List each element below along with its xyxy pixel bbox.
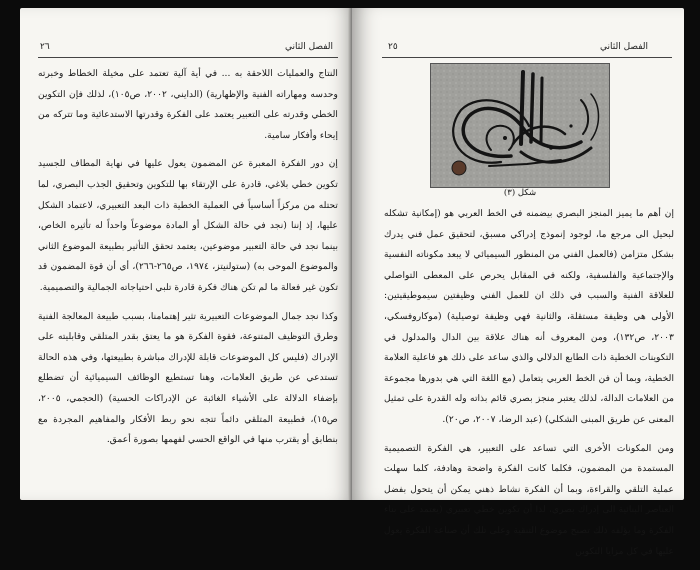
running-header bbox=[20, 42, 355, 56]
page-number: ٢٥ bbox=[388, 42, 398, 52]
paragraph: وكذا نجد جمال الموضوعات التعبيرية تثير إهتمامنا، بسبب طبيعة المعالجة الفنية وطرق التوظيف المتنوعة، فقوة الفكرة هو ما يعتق بقدر المتلقي وقابليته على الإدراك (فليس كل الموضوعات قابلة للإدراك مباشرة بطبيعتها، وفي هذه الحالة تستدعي عن طريق العلامات، وهنا تستطيع الوظائف السيميائية أن تضطلع بإضفاء الدلالة على الأشياء الغائبة عن الإدراكات الحسية) (الحجمي، ٢٠٠٥، ص١٥)، فطبيعة المتلقي دائماً تتجه نحو ربط الأفكار والمفاهيم المجردة مع بنطابق أو يقترب منها في الواقع الحسي لفهمها بصورة أعمق. bbox=[38, 310, 338, 446]
body-text bbox=[384, 204, 674, 570]
paragraph: إن أهم ما يميز المنجز البصري بيضمنه في الخط العربي هو (إمكانية تشكله لبحيل الى مرجع ما، لوجود إنموذج إدراكي مسبق، لتحقيق عمل فني يدرك بشكل متزامن (فالعمل الفني من المنظور السيميائي لا يبعد مكوناته النفسية والإجتماعية والفلسفية، ولكنه في المقابل يحرص على المعطى التواصلي للعلاقة الفنية والسبب في ذلك ان للعمل الفني وظيفتين سيموطيقيتين: الأولى هي وظيفة مستقلة، والثانية فهي وظيفة توصيلية) (موكاروفسكي، ٢٠٠٣، ص١٣٢)، ومن المعروف أنه هناك علاقة بين الدال والمدلول في التكوينات الخطية ذات الطابع الدلالي والذي ساعد على ذلك هو فاعلية العلامة الخطية، وبما أن فن الخط العربي يتعامل (مع اللغة التي هي بدورها مجموعة من العلامات الدالة، لذلك يعتبر منجز بصري قائم بذاته وله القدرة على تمثيل المعنى عن طريق المبنى الشكلي) (عبد الرضا، ٢٠٠٧، ص٢٠). bbox=[384, 208, 674, 425]
figure-caption: شكل (٣) bbox=[503, 188, 537, 198]
chapter-title: الفصل الثاني bbox=[600, 42, 648, 52]
right-page bbox=[352, 8, 684, 557]
paragraph: النتاج والعمليات اللاحقة به ... في أية آلية تعتمد على مخيلة الخطاط وخبرته وحدسه ومهاراته الفنية والإظهارية) (الدايني، ٢٠٠٢، ص١٠٥)، لذلك فإن التكوين الخطي وقدرته على التعبير يعتمد على الفكرة وقدرتها الاستدعائية وما تتركه من إيحاء وأفكار سامية. bbox=[38, 68, 338, 141]
header-rule bbox=[382, 57, 672, 58]
paragraph: إن دور الفكرة المعبرة عن المضمون يعول عليها في نهاية المطاف للجسيد تكوين خطي بلاغي، قادرة على الإرتقاء بها للتكوين وتحقيق الجذب البصري، لما تحتله من مركزاً أساسياً في العملية الخطية ذات البعد التعبيري، لاعتماد الشكل عليها، إذ إننا (نجد في حالة الشكل أو المادة موضوعاً واحداً له تأثيره الخاص، بينما نجد في حالة التعبير موضوعين، يعتمد تحقق التأثير بطبيعة الموضوع الثاني والموضوع الموحى به) (ستولنيتز، ١٩٧٤، ص٢٦٥-٢٦٦)، أي أن قوة المضمون قد تكون غير فعالة ما لم تكن هناك فكرة قادرة تلبي احتياجاته الجمالية والتصميمية. bbox=[38, 158, 338, 293]
paragraph: ومن المكونات الأخرى التي تساعد على التعبير، هي الفكرة التصميمية المستمدة من المضمون، فكلما كانت الفكرة واضحة وهادفة، كلما سهلت عملية التلقي والقراءة، وبما أن الفكرة نشاط ذهني يمكن أن يتحول بفضل العناصر البنائية الى إدراك بصري، لذا أن تكوين خطي تعبيري (يعتمد على بناء الفكرة وما يؤلفه ذلك تصبح موضوع التنقية وعلى تلك أن صناعة الفكرة يعول عليها في كل مزايا التكوين bbox=[384, 442, 674, 557]
left-page bbox=[20, 8, 355, 500]
running-header bbox=[352, 42, 684, 56]
body-text bbox=[38, 64, 338, 459]
page-number: ٢٦ bbox=[40, 42, 50, 52]
calligraphy-tughra-image bbox=[431, 64, 609, 187]
chapter-title: الفصل الثاني bbox=[285, 42, 333, 52]
calligraphy-figure bbox=[430, 63, 610, 188]
header-rule bbox=[38, 57, 338, 58]
